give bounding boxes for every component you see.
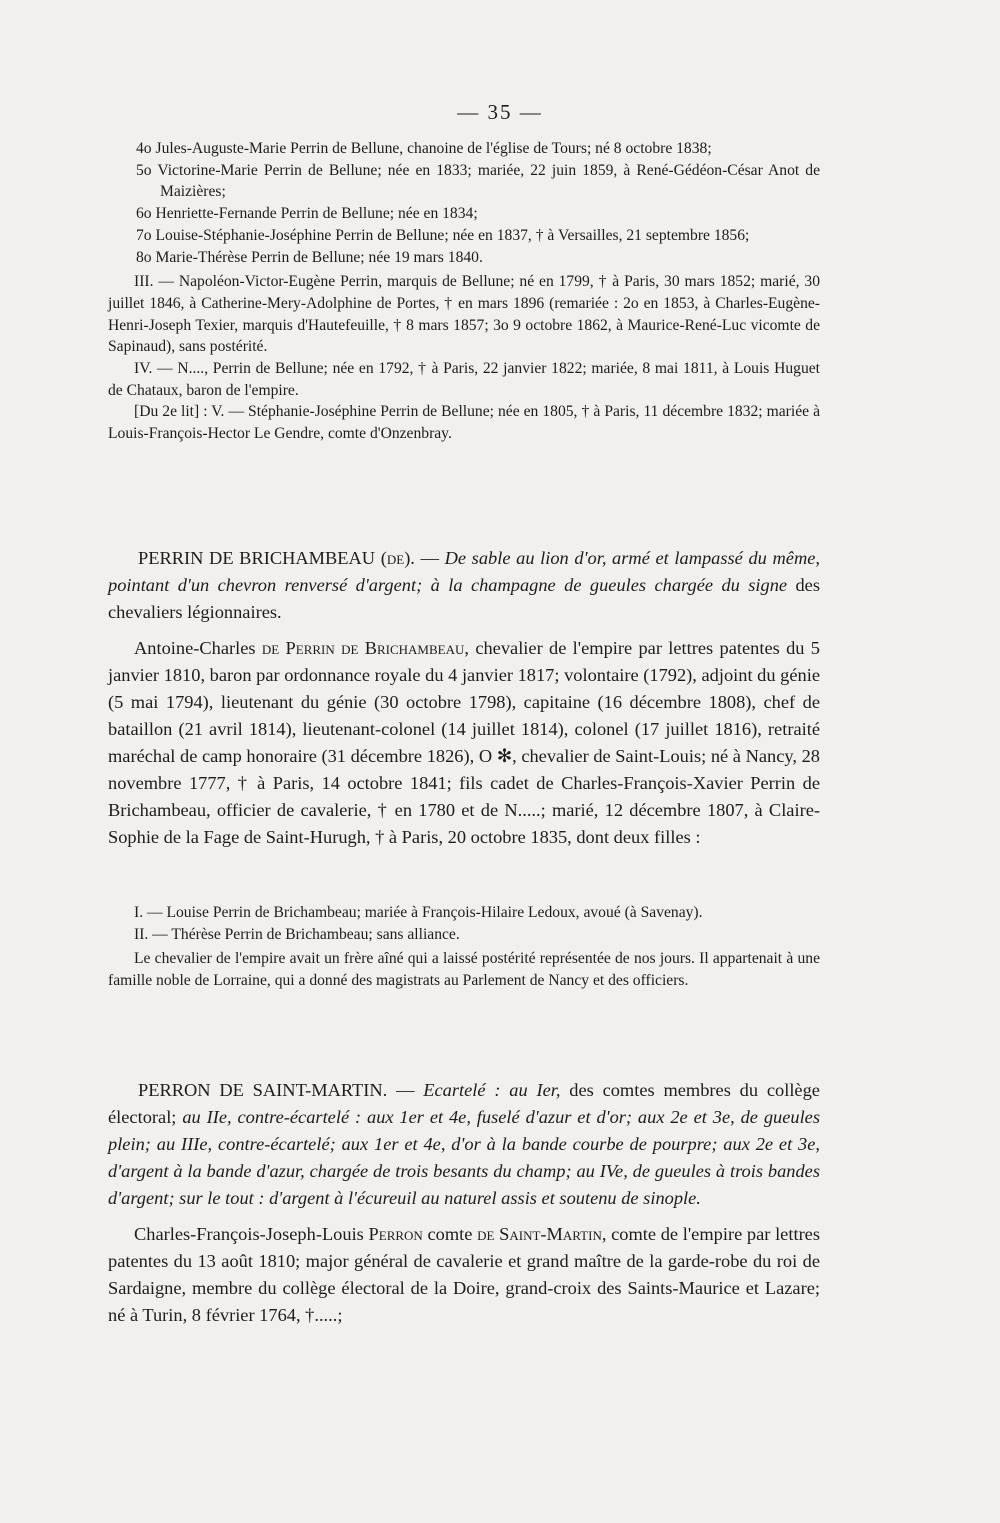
family-particle: (de). [380,548,415,568]
brichambeau-bio [108,635,820,851]
given-names: Charles-François-Joseph-Louis [134,1224,364,1244]
entry-number: 8o [136,248,152,266]
child-entry [108,203,820,225]
arms-blazon: au IIe, contre-écartelé : aux 1er et 4e, fuselé d'azur et d'or; aux 2e et 3e, de gueules plein; au IIIe, contre-écartelé; aux 1er et 4e, d'or à la bande courbe de pourpre; aux 2e et 3e, d'argent à la bande d'azur, chargée de trois besants du champ; au IVe, de gueules à trois bandes d'argent; sur le tout : d'argent à l'écureuil au naturel assis et soutenu de sinople. [108,1107,820,1208]
perron-bio [108,1221,820,1329]
spacer [108,1212,820,1221]
daughter-entry: I. — Louise Perrin de Brichambeau; mariée à François-Hilaire Ledoux, avoué (à Savenay). [134,904,703,921]
dash: — [396,1080,415,1100]
bio-text: chevalier de l'empire par lettres patentes du 5 janvier 1810, baron par ordonnance royale du 4 janvier 1817; volontaire (1792), adjoint du génie (5 mai 1794), lieutenant du génie (30 octobre 1798), capitaine (16 décembre 1808), chef de bataillon (21 avril 1814), lieutenant-colonel (14 juillet 1814), colonel (17 juillet 1816), retraité maréchal de camp honoraire (31 décembre 1826), O ✻, chevalier de Saint-Louis; né à Nancy, 28 novembre 1777, † à Paris, 14 octobre 1841; fils cadet de Charles-François-Xavier Perrin de Brichambeau, officier de cavalerie, † en 1780 et de N.....; marié, 12 décembre 1807, à Claire-Sophie de la Fage de Saint-Hurugh, † à Paris, 20 octobre 1835, dont deux filles : [108,638,820,847]
child-entry [108,247,820,269]
bellune-paragraph: III. — Napoléon-Victor-Eugène Perrin, marquis de Bellune; né en 1799, † à Paris, 30 mars 1852; marié, 30 juillet 1846, à Catherine-Mery-Adolphine de Portes, † en mars 1896 (remariée : 2o en 1853, à Charles-Eugène-Henri-Joseph Texier, marquis d'Hautefeuille, † 8 mars 1857; 3o 9 octobre 1862, à Maurice-René-Luc vicomte de Sapinaud), sans postérité. [108,273,820,356]
entry-text: Jules-Auguste-Marie Perrin de Bellune, chanoine de l'église de Tours; né 8 octobre 1838; [155,140,712,157]
child-entry [108,160,820,203]
entry-text: Henriette-Fernande Perrin de Bellune; née en 1834; [155,205,478,223]
perron-section [108,1077,820,1329]
family-name: PERRIN DE BRICHAMBEAU [138,548,376,568]
spacer [108,626,820,635]
given-names: Antoine-Charles [134,638,256,658]
bellune-section [108,138,820,445]
title-word: comte [427,1224,473,1244]
surname: de Perrin de Brichambeau, [261,638,469,658]
surname: Perron [368,1224,423,1244]
child-entry [108,138,820,160]
entry-number: 6o [136,205,152,223]
entry-number: 5o [136,161,152,179]
brichambeau-details [108,902,820,992]
bio-text: comte de l'empire par lettres patentes du 13 août 1810; major général de cavalerie et grand maître de la garde-robe du roi de Sardaigne, membre du collège électoral de la Doire, grand-croix des Saints-Maurice et Lazare; né à Turin, 8 février 1764, †.....; [108,1224,821,1325]
perron-heading [108,1077,820,1212]
brichambeau-heading [108,545,820,626]
entry-number: 4o [136,140,152,157]
brichambeau-section [108,545,820,851]
territorial-name: de Saint-Martin, [477,1224,607,1244]
entry-number: 7o [136,226,152,244]
entry-text: Louise-Stéphanie-Joséphine Perrin de Bellune; née en 1837, † à Versailles, 21 septembre 1856; [155,226,750,244]
daughter-entry: II. — Thérèse Perrin de Brichambeau; sans alliance. [134,925,460,943]
dash: — [420,548,439,568]
bellune-paragraph: [Du 2e lit] : V. — Stéphanie-Joséphine Perrin de Bellune; née en 1805, † à Paris, 11 décembre 1832; mariée à Louis-François-Hector Le Gendre, comte d'Onzenbray. [108,403,820,443]
arms-lead: Ecartelé : au Ier, [423,1080,561,1100]
child-entry [108,225,820,247]
entry-text: Marie-Thérèse Perrin de Bellune; née 19 mars 1840. [155,248,483,266]
page-number: — 35 — [457,100,543,124]
arms-plain: des comtes membres du collège électoral; [108,1080,820,1127]
entry-text: Victorine-Marie Perrin de Bellune; née en 1833; mariée, 22 juin 1859, à René-Gédéon-César Anot de Maizières; [157,161,820,201]
family-note: Le chevalier de l'empire avait un frère aîné qui a laissé postérité représentée de nos jours. Il appartenait à une famille noble de Lorraine, qui a donné des magistrats au Parlement de Nancy et des officiers. [108,950,820,990]
family-name: PERRON DE SAINT-MARTIN. [138,1080,388,1100]
arms-tail: des chevaliers légionnaires. [108,575,820,622]
arms-blazon: De sable au lion d'or, armé et lampassé du même, pointant d'un chevron renversé d'argent; à la champagne de gueules chargée du signe [108,548,820,595]
bellune-paragraph: IV. — N...., Perrin de Bellune; née en 1792, † à Paris, 22 janvier 1822; mariée, 8 mai 1811, à Louis Huguet de Chataux, baron de l'empire. [108,360,820,399]
